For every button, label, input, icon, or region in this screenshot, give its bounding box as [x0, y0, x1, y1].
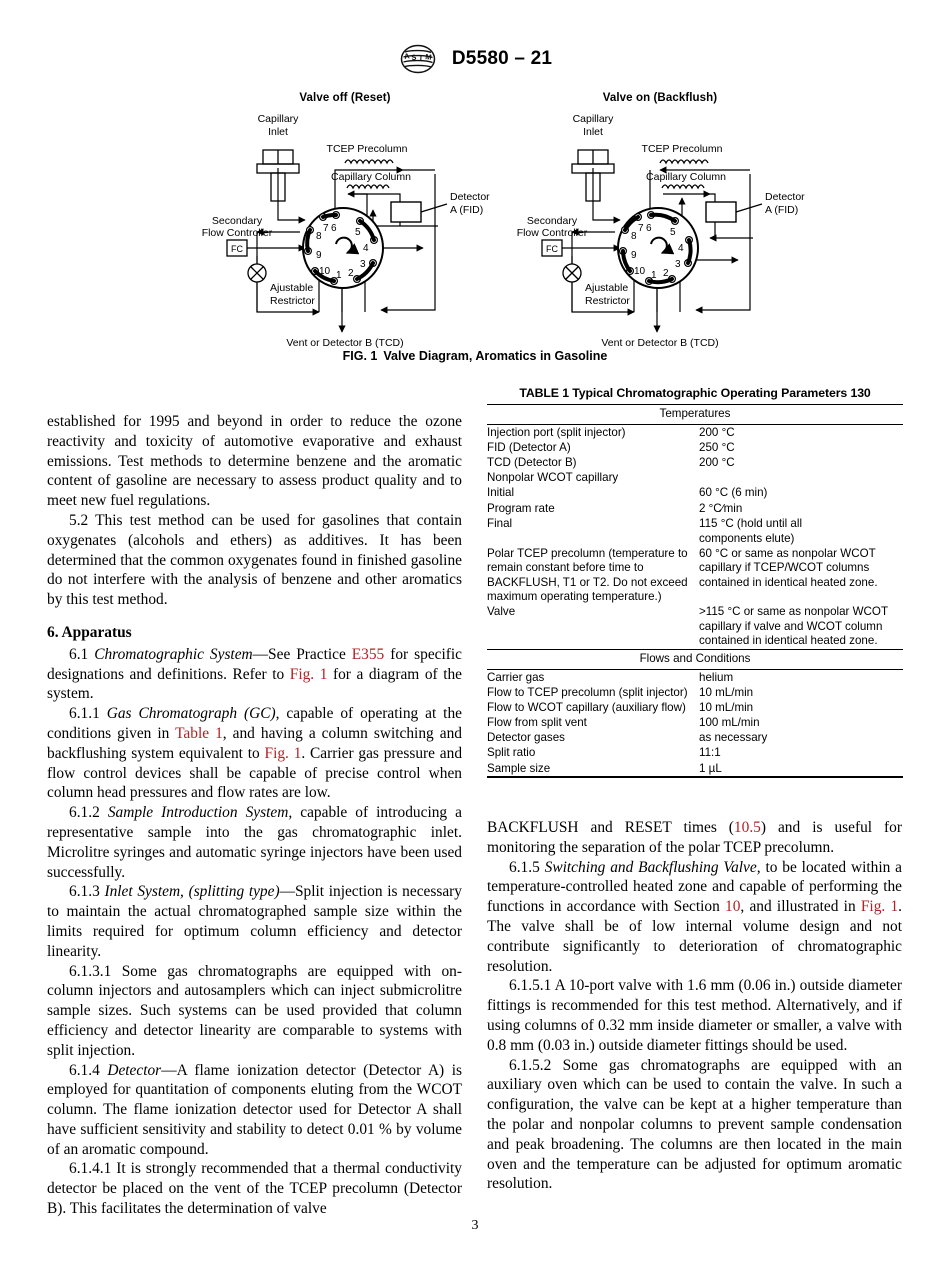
- secondary-flow-controller-label: Secondary: [211, 215, 263, 227]
- valve-diagram-backflush: [510, 92, 810, 352]
- paragraph-number: 6.1.4.1: [69, 1160, 112, 1178]
- vent-label: Vent or Detector B (TCD): [286, 337, 404, 348]
- svg-text:Inlet: Inlet: [583, 126, 603, 138]
- vent-label: Vent or Detector B (TCD): [601, 337, 719, 348]
- row-value: 2 °C∕min: [699, 501, 743, 515]
- paragraph-text: —See Practice: [252, 645, 352, 663]
- table-row: [487, 456, 903, 471]
- row-value: components elute): [699, 531, 795, 545]
- paragraph-6-1-4-1: [47, 1159, 462, 1218]
- table-row: [487, 486, 903, 501]
- row-key: Flow to TCEP precolumn (split injector): [487, 685, 688, 699]
- reference-link[interactable]: Fig. 1: [289, 665, 328, 683]
- valve-diagram-backflush-title: Valve on (Backflush): [602, 92, 718, 104]
- svg-text:M: M: [424, 52, 433, 62]
- table-row: [487, 531, 903, 546]
- row-value: 10 mL/min: [699, 685, 754, 699]
- term: Sample Introduction System,: [107, 804, 293, 822]
- svg-text:4: 4: [678, 243, 684, 254]
- reference-link[interactable]: Fig. 1: [860, 898, 899, 916]
- paragraph-number: 6.1.4: [69, 1061, 100, 1079]
- row-key: Sample size: [487, 761, 699, 777]
- paragraph-text: . Carrier gas pressure and flow control devices shall be capable of precise control when column head pressures and flow rates are low.: [47, 744, 463, 802]
- row-value: 250 °C: [699, 440, 735, 454]
- table-row: [487, 605, 903, 649]
- paragraph-text: BACKFLUSH and RESET times (: [487, 819, 734, 836]
- capillary-column-label: Capillary Column: [331, 171, 411, 183]
- svg-text:Restrictor: Restrictor: [270, 295, 315, 307]
- paragraph-number: 6.1.5.1: [509, 977, 552, 995]
- paragraph-text: Some gas chromatographs are equipped with on-column injectors and autosamplers which can inject submicrolitre sample sizes. Such systems can be used provided that column efficiency and detector linearity are comparable to systems with split injection.: [47, 962, 462, 1059]
- row-key: Injection port (split injector): [487, 425, 699, 441]
- svg-text:6: 6: [646, 223, 652, 234]
- table-1-title: TABLE 1 Typical Chromatographic Operating Parameters 130: [519, 386, 871, 400]
- row-value: as necessary: [699, 731, 768, 745]
- svg-text:A: A: [403, 51, 411, 61]
- body-column-left: [47, 412, 462, 1219]
- reference-link[interactable]: 10: [725, 898, 741, 916]
- svg-text:2: 2: [348, 268, 354, 279]
- row-key: Program rate: [487, 501, 555, 515]
- paragraph-number: 6.1.5.2: [509, 1056, 552, 1074]
- paragraph-6-1: [47, 645, 462, 704]
- paragraph-text: . The valve shall be of low internal volume design and not contribute significantly to deterioration of chromatographic resolution.: [487, 898, 903, 975]
- paragraph-number: 6.1.1: [69, 705, 100, 723]
- row-key: Final: [487, 516, 513, 530]
- row-key: Flow to WCOT capillary (auxiliary flow): [487, 700, 686, 714]
- paragraph-text: , and illustrated in: [740, 898, 861, 916]
- paragraph-text: for specific designations and definitions. Refer to: [47, 645, 462, 683]
- paragraph-text: ) and is useful for monitoring the separation of the polar TCEP precolumn.: [487, 819, 902, 856]
- table-row: [487, 670, 903, 686]
- figure-caption-text: Valve Diagram, Aromatics in Gasoline: [383, 349, 608, 363]
- table-1-grid: [487, 404, 903, 778]
- detector-a-label: Detector: [765, 191, 805, 203]
- document-header: [0, 44, 950, 74]
- paragraph-text: This test method can be used for gasolines that contain oxygenates (alcohols and ethers) as additives. It has been determined that the common oxygenates found in finished gasoline do not interfere with the analysis of benzene and other aromatics by this test method.: [47, 511, 462, 609]
- paragraph-text: capable of operating at the conditions given in: [47, 705, 462, 742]
- svg-text:3: 3: [675, 259, 681, 270]
- row-key: Carrier gas: [487, 670, 699, 686]
- table-row: [487, 731, 903, 746]
- group-temperatures-label: Temperatures: [487, 405, 903, 425]
- svg-text:10: 10: [634, 266, 646, 277]
- table-row: [487, 547, 903, 605]
- svg-text:Restrictor: Restrictor: [585, 295, 630, 307]
- svg-text:10: 10: [319, 266, 331, 277]
- paragraph-text: —Split injection is necessary to maintain the actual chromatographed sample size within the limits required for optimum column efficiency and detector linearity.: [47, 883, 462, 960]
- svg-text:T: T: [418, 53, 424, 63]
- valve-diagram-reset: [195, 92, 495, 352]
- svg-text:Flow Controller: Flow Controller: [201, 227, 273, 239]
- paragraph-number: 6.1: [69, 645, 89, 663]
- row-value: [699, 471, 903, 486]
- paragraph-6-1-1: [47, 704, 462, 803]
- svg-text:6: 6: [331, 223, 337, 234]
- table-row: [487, 441, 903, 456]
- table-row: [487, 425, 903, 441]
- paragraph-text: to be located within a temperature-controlled heated zone and capable of performing the functions in accordance with Section: [487, 858, 902, 916]
- astm-logo-icon: [398, 44, 438, 74]
- paragraph-number: 6.1.3.1: [69, 962, 112, 980]
- svg-text:5: 5: [670, 227, 676, 238]
- paragraph-6-1-4: [47, 1061, 462, 1160]
- row-value: 1 µL: [699, 761, 903, 777]
- body-column-right: [487, 818, 902, 1194]
- svg-text:S: S: [411, 52, 417, 62]
- table-row: [487, 716, 903, 731]
- row-value: 100 mL/min: [699, 716, 760, 730]
- figure-caption: [0, 349, 950, 363]
- table-row: [487, 685, 903, 700]
- table-group-header-temperatures: [487, 405, 903, 425]
- capillary-inlet-label: Capillary: [257, 113, 299, 125]
- reference-link[interactable]: Fig. 1: [264, 744, 302, 762]
- paragraph-text: It is strongly recommended that a thermal conductivity detector be placed on the vent of the TCEP precolumn (Detector B). This facilitates the determination of valve: [47, 1160, 462, 1218]
- svg-text:5: 5: [355, 227, 361, 238]
- term: Switching and Backflushing Valve,: [544, 858, 761, 876]
- svg-text:9: 9: [316, 250, 322, 261]
- row-value: 10 mL/min: [699, 700, 754, 714]
- term: Chromatographic System: [94, 645, 253, 663]
- row-value: 60 °C or same as nonpolar WCOT capillary if TCEP/WCOT columns contained in identical heated zone.: [699, 547, 878, 589]
- table-row: [487, 471, 903, 486]
- row-value: 200 °C: [699, 456, 735, 470]
- svg-text:A (FID): A (FID): [450, 204, 484, 216]
- term: Detector: [107, 1061, 162, 1079]
- paragraph-number: 6.1.2: [69, 804, 100, 822]
- term: Inlet System, (splitting type): [104, 883, 280, 901]
- svg-text:1: 1: [651, 270, 657, 281]
- tcep-precolumn-label: TCEP Precolumn: [326, 143, 408, 155]
- row-value: >115 °C or same as nonpolar WCOT capillary if valve and WCOT column contained in identical heated zone.: [699, 605, 888, 648]
- paragraph-number: 5.2: [69, 511, 89, 529]
- svg-text:2: 2: [663, 268, 669, 279]
- svg-text:7: 7: [638, 223, 644, 234]
- paragraph-6-1-3: [47, 882, 462, 961]
- table-row: [487, 746, 903, 761]
- table-1: [487, 386, 903, 778]
- paragraph-5-2: [47, 511, 462, 610]
- svg-text:4: 4: [363, 243, 369, 254]
- row-key: Flow from split vent: [487, 716, 587, 730]
- row-key: Initial: [487, 486, 515, 500]
- svg-text:8: 8: [316, 231, 322, 242]
- row-value: 60 °C (6 min): [699, 486, 768, 500]
- row-key: Nonpolar WCOT capillary: [487, 471, 619, 485]
- row-key: Polar TCEP precolumn (temperature to remain constant before time to BACKFLUSH, T1 or T2. Do not exceed maximum operating temperature.): [487, 547, 688, 604]
- fc-box-label: FC: [231, 244, 243, 254]
- capillary-inlet-label: Capillary: [572, 113, 614, 125]
- paragraph-number: 6.1.3: [69, 883, 100, 901]
- paragraph-6-1-4-1-continued: [487, 818, 902, 858]
- section-heading-6: 6. Apparatus: [47, 623, 132, 641]
- svg-text:9: 9: [631, 250, 637, 261]
- table-row: [487, 501, 903, 516]
- table-row: [487, 761, 903, 777]
- row-key: TCD (Detector B): [487, 456, 577, 470]
- page-number: 3: [471, 1218, 479, 1233]
- adjustable-restrictor-label: Ajustable: [270, 282, 314, 294]
- paragraph-text: for a diagram of the system.: [47, 665, 462, 703]
- paragraph-text: capable of introducing a representative sample into the gas chromatographic inlet. Microlitre syringes and automatic syringe injectors have been used successfully.: [47, 804, 462, 881]
- row-value: 200 °C: [699, 425, 903, 441]
- document-designation: D5580 – 21: [451, 48, 553, 69]
- paragraph-text: Some gas chromatographs are equipped with an auxiliary oven which can be used to contain the valve. In such a configuration, the valve can be kept at a higher temperature than the polar and nonpolar columns to prevent sample condensation and peak broadening. The columns are then located in the main oven and the temperature can be adjusted for optimum aromatic resolution.: [487, 1056, 902, 1193]
- tcep-precolumn-label: TCEP Precolumn: [641, 143, 723, 155]
- reference-link[interactable]: E355: [351, 645, 385, 663]
- paragraph-text: A 10-port valve with 1.6 mm (0.06 in.) outside diameter fittings is recommended for this test method. Alternatively, and if using columns of 0.32 mm inside diameter or smaller, a valve with 0.8 mm (0.03 in.) outside diameter fittings should be used.: [487, 977, 903, 1054]
- figure-1: [0, 92, 950, 382]
- svg-text:7: 7: [323, 223, 329, 234]
- figure-caption-label: FIG. 1: [342, 349, 378, 363]
- detector-a-label: Detector: [450, 191, 490, 203]
- row-value: 115 °C (hold until all: [699, 516, 803, 530]
- row-key: FID (Detector A): [487, 440, 571, 454]
- row-key: Valve: [487, 605, 516, 619]
- svg-text:8: 8: [631, 231, 637, 242]
- fc-box-label: FC: [546, 244, 558, 254]
- paragraph-6-1-5: [487, 858, 902, 977]
- paragraph-text: , and having a column switching and backflushing system equivalent to: [47, 724, 462, 762]
- table-row: [487, 701, 903, 716]
- row-value: helium: [699, 670, 903, 686]
- row-value: 11:1: [699, 746, 721, 760]
- reference-link[interactable]: 10.5: [733, 819, 761, 836]
- svg-text:3: 3: [360, 259, 366, 270]
- secondary-flow-controller-label: Secondary: [526, 215, 578, 227]
- paragraph-text: —A flame ionization detector (Detector A) is employed for quantitation of components eluting from the WCOT column. The flame ionization detector used for Detector A shall have sufficient sensitivity and stability to detect 0.01 % by volume of an aromatic compound.: [47, 1061, 462, 1158]
- svg-text:Flow Controller: Flow Controller: [516, 227, 588, 239]
- paragraph-number: 6.1.5: [509, 858, 540, 876]
- row-key: Split ratio: [487, 746, 536, 760]
- row-key: Detector gases: [487, 731, 565, 745]
- capillary-column-label: Capillary Column: [646, 171, 726, 183]
- svg-text:1: 1: [336, 270, 342, 281]
- paragraph-5-1-continued: established for 1995 and beyond in order to reduce the ozone reactivity and toxicity of automotive evaporative and exhaust emissions. Test methods to determine benzene and the aromatic content of gasoline are necessary to assess product quality and to meet new fuel regulations.: [47, 413, 462, 510]
- paragraph-6-1-2: [47, 803, 462, 882]
- table-row: [487, 516, 903, 531]
- svg-text:Inlet: Inlet: [268, 126, 288, 138]
- row-key: [487, 531, 699, 546]
- valve-diagram-reset-title: Valve off (Reset): [299, 92, 391, 104]
- reference-link[interactable]: Table 1: [175, 724, 223, 742]
- group-flows-label: Flows and Conditions: [487, 649, 903, 669]
- paragraph-6-1-5-2: [487, 1056, 902, 1195]
- table-group-header-flows: [487, 649, 903, 669]
- paragraph-6-1-5-1: [487, 976, 902, 1055]
- paragraph-6-1-3-1: [47, 962, 462, 1061]
- term: Gas Chromatograph (GC),: [106, 705, 280, 723]
- svg-text:A (FID): A (FID): [765, 204, 799, 216]
- adjustable-restrictor-label: Ajustable: [585, 282, 629, 294]
